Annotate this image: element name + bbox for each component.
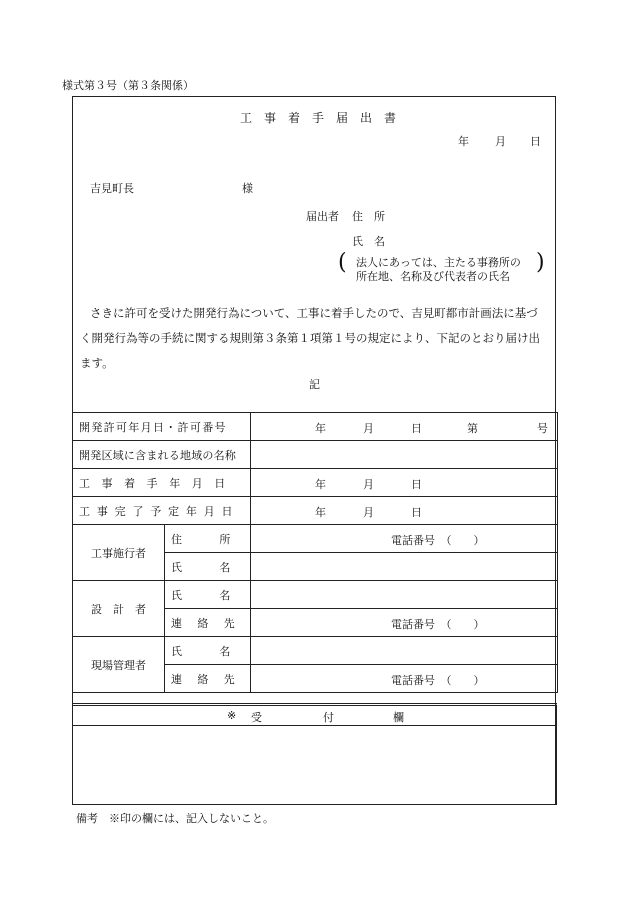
- manager-name-label: 氏 名: [165, 637, 251, 665]
- date-day: 日: [530, 135, 541, 148]
- area-row: [73, 441, 558, 469]
- applicant-name-label: 氏 名: [352, 235, 385, 248]
- body-line3: ます。: [80, 356, 114, 370]
- designer-phone: 電話番号 （ ）: [391, 617, 485, 631]
- note-line1: 法人にあっては、主たる事務所の: [356, 256, 521, 269]
- designer-label: 設 計 者: [73, 581, 165, 637]
- permit-value[interactable]: [251, 413, 558, 441]
- permit-dai: 第: [467, 421, 478, 435]
- applicant-label: 届出者: [306, 210, 339, 223]
- manager-phone: 電話番号 （ ）: [391, 673, 485, 687]
- body-line2: く開発行為等の手続に関する規則第３条第１項第１号の規定により、下記のとおり届け出: [80, 331, 540, 345]
- permit-row: [73, 413, 558, 441]
- manager-contact-value[interactable]: [251, 665, 558, 693]
- start-day: 日: [411, 477, 422, 491]
- finish-value[interactable]: [251, 497, 558, 525]
- designer-name-label: 氏 名: [165, 581, 251, 609]
- permit-month: 月: [363, 421, 374, 435]
- finish-day: 日: [411, 505, 422, 519]
- addressee-honorific: 様: [242, 182, 253, 195]
- form-number: 様式第３号（第３条関係）: [62, 79, 194, 92]
- date-month: 月: [495, 135, 506, 148]
- finish-month: 月: [363, 505, 374, 519]
- right-paren-icon: ): [536, 250, 545, 275]
- designer-name-row: [73, 581, 558, 609]
- contractor-label: 工事施行者: [73, 525, 165, 581]
- finish-label: 工事完了予定年月日: [73, 497, 251, 525]
- reception-box: [72, 703, 557, 805]
- designer-contact-value[interactable]: [251, 609, 558, 637]
- contractor-name-label: 氏 名: [165, 553, 251, 581]
- permit-go: 号: [537, 421, 548, 435]
- finish-year: 年: [315, 505, 326, 519]
- remark: 備考 ※印の欄には、記入しないこと。: [76, 812, 274, 825]
- reception-char1: 受: [251, 711, 262, 724]
- reception-char3: 欄: [393, 711, 404, 724]
- start-value[interactable]: [251, 469, 558, 497]
- start-year: 年: [315, 477, 326, 491]
- permit-label: 開発許可年月日・許可番号: [73, 413, 251, 441]
- manager-name-row: [73, 637, 558, 665]
- details-table: [72, 412, 558, 693]
- permit-year: 年: [315, 421, 326, 435]
- reception-mark: ※: [227, 709, 237, 722]
- reception-area[interactable]: [73, 726, 556, 804]
- manager-name-value[interactable]: [251, 637, 558, 665]
- designer-contact-label: 連 絡 先: [165, 609, 251, 637]
- start-label: 工事着手年月日: [73, 469, 251, 497]
- applicant-address-label: 住 所: [352, 210, 385, 223]
- area-value[interactable]: [251, 441, 558, 469]
- addressee-name: 吉見町長: [90, 182, 134, 195]
- reception-char2: 付: [323, 711, 334, 724]
- contractor-address-label: 住 所: [165, 525, 251, 553]
- start-month: 月: [363, 477, 374, 491]
- contractor-address-row: [73, 525, 558, 553]
- body-line1: さきに許可を受けた開発行為について、工事に着手したので、吉見町都市計画法に基づ: [90, 306, 538, 320]
- start-row: [73, 469, 558, 497]
- corporate-note: [338, 250, 548, 284]
- ki-mark: 記: [309, 378, 320, 391]
- designer-name-value[interactable]: [251, 581, 558, 609]
- permit-day: 日: [411, 421, 422, 435]
- manager-contact-label: 連 絡 先: [165, 665, 251, 693]
- area-label: 開発区域に含まれる地域の名称: [73, 441, 251, 469]
- note-line2: 所在地、名称及び代表者の氏名: [356, 270, 510, 283]
- contractor-name-value[interactable]: [251, 553, 558, 581]
- finish-row: [73, 497, 558, 525]
- contractor-address-value[interactable]: [251, 525, 558, 553]
- manager-label: 現場管理者: [73, 637, 165, 693]
- left-paren-icon: (: [338, 250, 347, 275]
- contractor-phone: 電話番号 （ ）: [391, 533, 485, 547]
- date-year: 年: [458, 135, 469, 148]
- document-title: 工 事 着 手 届 出 書: [240, 111, 397, 125]
